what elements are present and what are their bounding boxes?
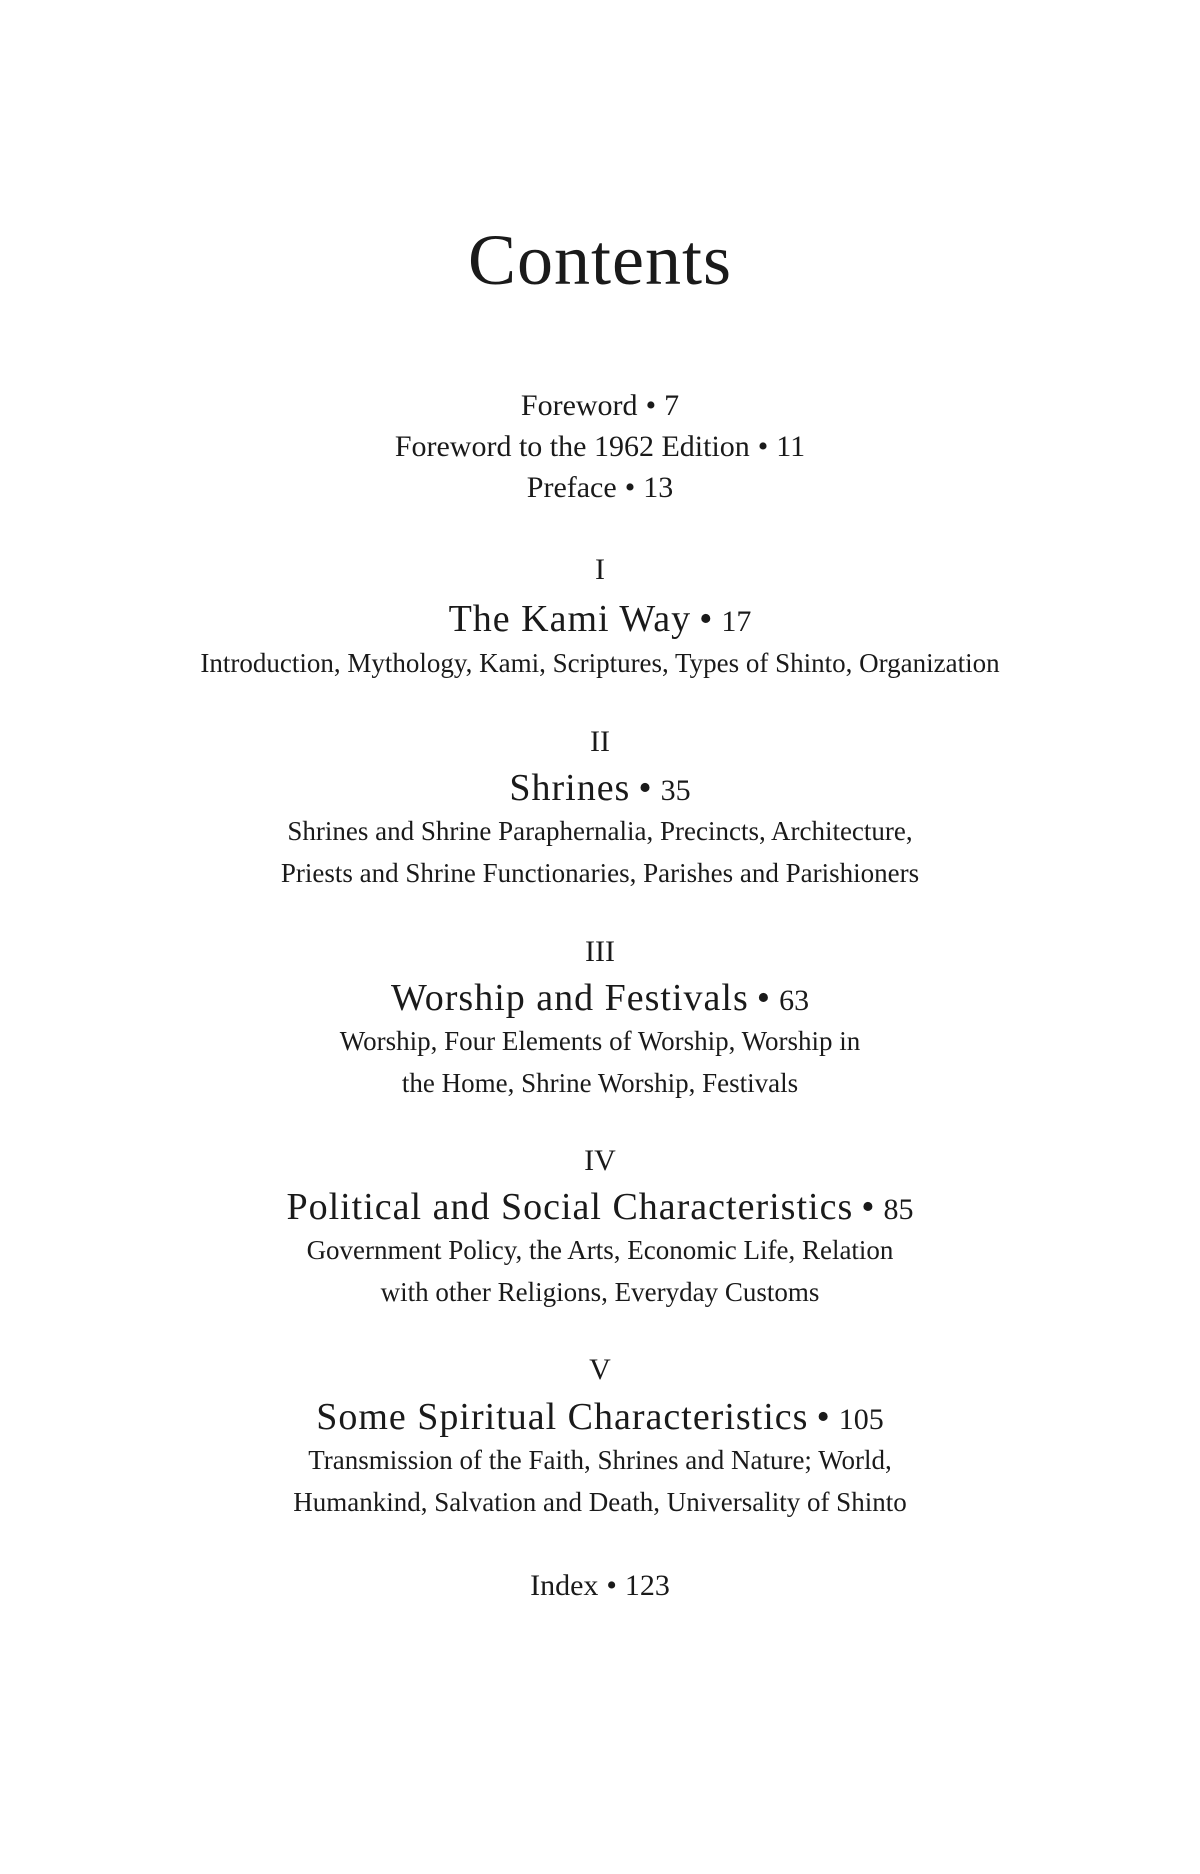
toc-entry-preface[interactable] [0, 468, 1200, 508]
chapter-title-text: Political and Social Characteristics [286, 1186, 854, 1228]
entry-label: Index [530, 1569, 599, 1602]
chapter-topics: Shrines and Shrine Paraphernalia, Precincts, Architecture, [287, 816, 913, 846]
chapter-title-text: Worship and Festivals [390, 977, 749, 1019]
page-title: Contents [467, 220, 732, 300]
chapter-topics: with other Religions, Everyday Customs [380, 1277, 820, 1307]
chapter-topics: Worship, Four Elements of Worship, Worship in [339, 1026, 861, 1056]
bullet-separator: • [816, 1396, 831, 1438]
bullet-separator: • [638, 767, 653, 809]
chapter-topics: Introduction, Mythology, Kami, Scriptures, Types of Shinto, Organization [200, 648, 1000, 678]
chapter-page: 35 [660, 774, 691, 807]
entry-label: Preface [526, 471, 617, 504]
entry-page: 123 [624, 1569, 670, 1602]
toc-entry-foreword[interactable] [0, 386, 1200, 426]
entry-label: Foreword [520, 389, 638, 422]
chapter-page: 85 [883, 1193, 914, 1226]
toc-entry-index[interactable] [0, 1566, 1200, 1606]
bullet-separator: • [606, 1569, 617, 1602]
chapter-topics: Transmission of the Faith, Shrines and Nature; World, [308, 1445, 892, 1475]
chapter-page: 63 [779, 984, 810, 1017]
chapter-title-text: The Kami Way [448, 598, 692, 640]
chapter-topics: Humankind, Salvation and Death, Universality of Shinto [293, 1487, 907, 1517]
chapter-topics: Priests and Shrine Functionaries, Parishes and Parishioners [280, 858, 920, 888]
chapter-title-text: Shrines [509, 767, 631, 809]
chapter-numeral: II [590, 725, 610, 758]
chapter-page: 105 [838, 1403, 884, 1436]
bullet-separator: • [757, 430, 769, 463]
toc-chapter-title[interactable] [0, 596, 1200, 645]
toc-chapter-title[interactable] [0, 1394, 1200, 1443]
bullet-separator: • [756, 977, 772, 1019]
chapter-numeral: I [595, 553, 605, 586]
chapter-numeral: III [585, 935, 615, 968]
entry-page: 11 [776, 430, 806, 463]
entry-label: Foreword to the 1962 Edition [394, 430, 750, 463]
chapter-topics: the Home, Shrine Worship, Festivals [401, 1068, 799, 1098]
toc-chapter-title[interactable] [0, 1184, 1200, 1233]
chapter-topics: Government Policy, the Arts, Economic Life, Relation [306, 1235, 894, 1265]
toc-chapter-title[interactable] [0, 975, 1200, 1024]
toc-chapter-title[interactable] [0, 765, 1200, 814]
chapter-title-text: Some Spiritual Characteristics [316, 1396, 809, 1438]
entry-page: 13 [643, 471, 674, 504]
bullet-separator: • [645, 389, 657, 422]
entry-page: 7 [664, 389, 680, 422]
bullet-separator: • [699, 598, 714, 640]
chapter-numeral: IV [584, 1144, 616, 1177]
chapter-page: 17 [721, 605, 752, 638]
toc-entry-foreword-1962[interactable] [0, 427, 1200, 467]
bullet-separator: • [624, 471, 636, 504]
chapter-numeral: V [589, 1353, 611, 1386]
bullet-separator: • [861, 1186, 876, 1228]
